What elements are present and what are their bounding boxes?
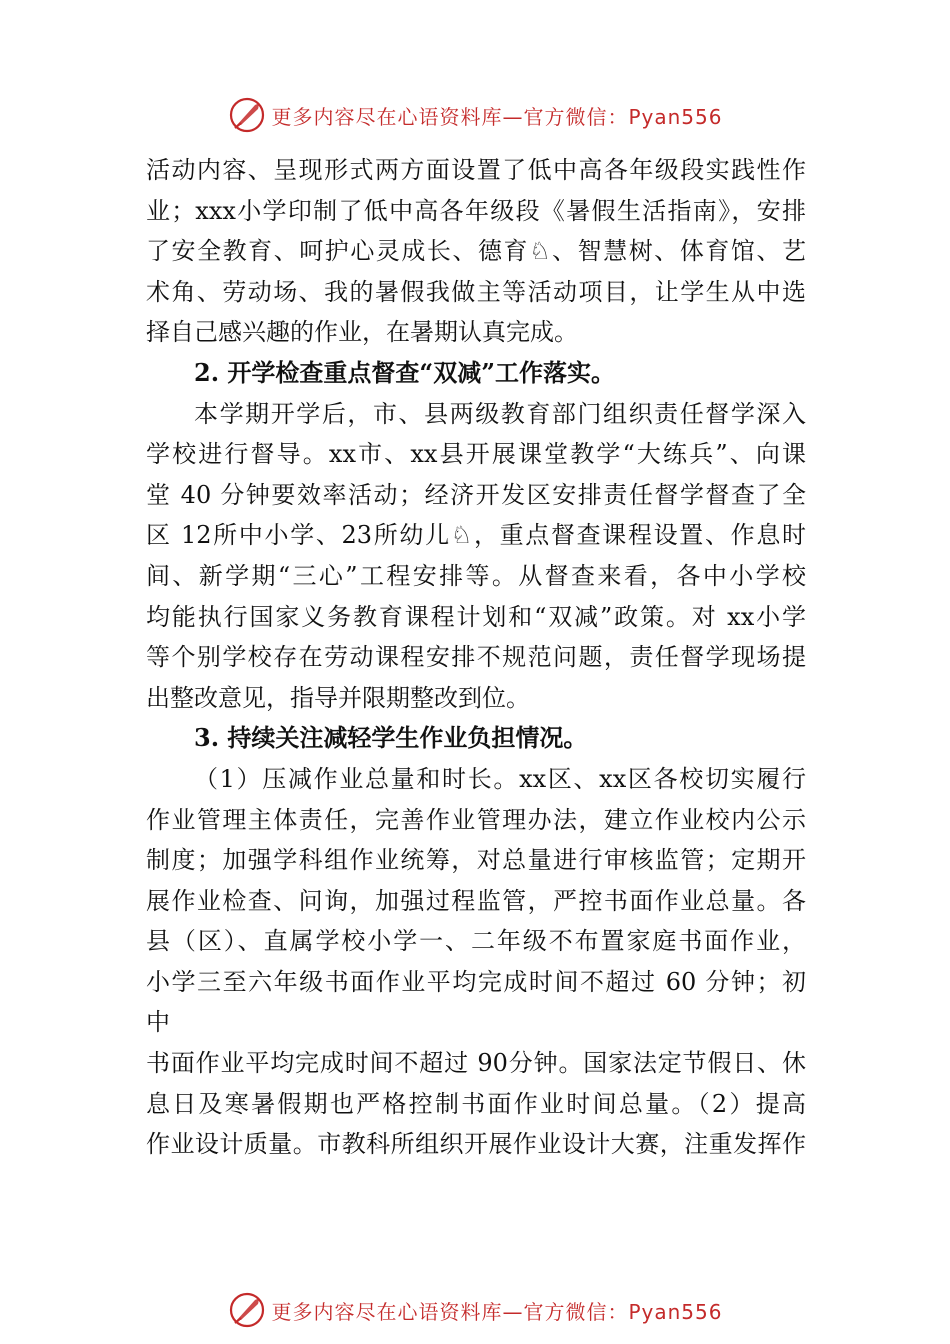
text-line: 堂 40 分钟要效率活动；经济开发区安排责任督学督查了全: [146, 480, 806, 509]
text-line: 均能执行国家义务教育课程计划和“双减”政策。对 xx小学: [146, 602, 806, 631]
text-line: 作业设计质量。市教科所组织开展作业设计大赛，注重发挥作: [146, 1130, 806, 1159]
watermark-text: 更多内容尽在心语资料库: [271, 104, 503, 129]
text-line: 业；xxx小学印制了低中高各年级段《暑假生活指南》，安排: [146, 196, 806, 225]
text-line: 中: [146, 1008, 170, 1037]
text-line: 区 12所中小学、23所幼儿♘，重点督查课程设置、作息时: [146, 521, 806, 550]
watermark-text: 更多内容尽在心语资料库: [271, 1299, 503, 1324]
text-line: 县（区）、直属学校小学一、二年级不布置家庭书面作业，: [146, 927, 806, 956]
text-line: 活动内容、呈现形式两方面设置了低中高各年级段实践性作: [146, 156, 806, 184]
text-line: 择自己感兴趣的作业，在暑期认真完成。: [146, 318, 578, 347]
footer-watermark: [0, 1290, 950, 1330]
text-line: 小学三至六年级书面作业平均完成时间不超过 60 分钟；初: [146, 967, 806, 996]
text-line: 出整改意见，指导并限期整改到位。: [146, 683, 530, 712]
text-line: 间、新学期“三心”工程安排等。从督查来看，各中小学校: [146, 561, 806, 590]
watermark-wechat: —官方微信：Pyan556: [502, 104, 723, 129]
text-line: 息日及寒暑假期也严格控制书面作业时间总量。（2）提高: [146, 1089, 806, 1118]
text-line: 作业管理主体责任，完善作业管理办法，建立作业校内公示: [146, 805, 806, 834]
text-line: （1）压减作业总量和时长。xx区、xx区各校切实履行: [194, 764, 806, 793]
text-line: 学校进行督导。xx市、xx县开展课堂教学“大练兵”、向课: [146, 440, 806, 469]
quill-logo-icon: [227, 95, 267, 135]
text-line: 本学期开学后，市、县两级教育部门组织责任督学深入: [194, 399, 806, 428]
text-line: 书面作业平均完成时间不超过 90分钟。国家法定节假日、休: [146, 1049, 806, 1078]
header-watermark: [0, 95, 950, 135]
section-heading: 3. 持续关注减轻学生作业负担情况。: [194, 723, 588, 753]
text-line: 等个别学校存在劳动课程安排不规范问题，责任督学现场提: [146, 643, 806, 672]
section-heading: 2. 开学检查重点督查“双减”工作落实。: [194, 357, 616, 387]
text-line: 制度；加强学科组作业统筹，对总量进行审核监管；定期开: [146, 846, 806, 875]
document-body: [146, 150, 806, 1165]
text-line: 术角、劳动场、我的暑假我做主等活动项目，让学生从中选: [146, 277, 806, 306]
text-line: 展作业检查、问询，加强过程监管，严控书面作业总量。各: [146, 886, 806, 915]
watermark-wechat: —官方微信：Pyan556: [502, 1299, 723, 1324]
text-line: 了安全教育、呵护心灵成长、德育♘、智慧树、体育馆、艺: [146, 237, 806, 266]
quill-logo-icon: [227, 1290, 267, 1330]
